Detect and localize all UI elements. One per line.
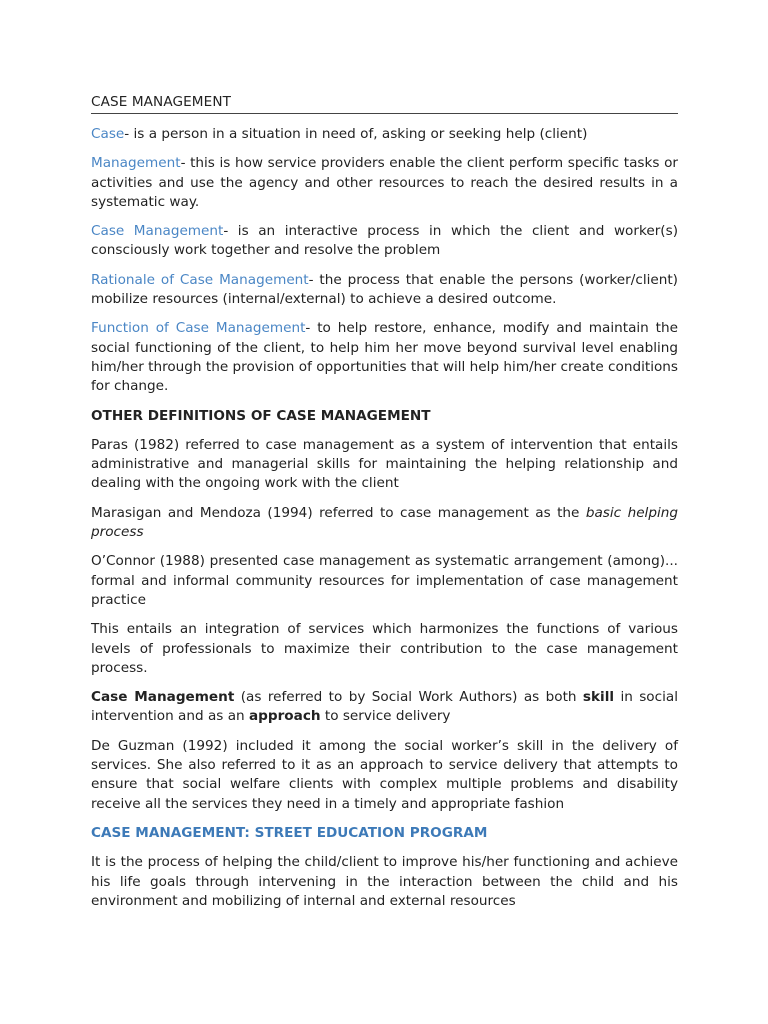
definition-text: - to help restore, enhance, modify and maintain the social functioning of the client, to help him her move beyond survival level enabling him/her through the provision of opportunities that will help him/her create conditions for change. <box>91 320 678 395</box>
paragraph-street-education: It is the process of helping the child/client to improve his/her functioning and achieve his life goals through intervening in the interaction between the child and his environment and mobilizing of internal and external resources <box>91 854 678 909</box>
definition-term: Management <box>91 155 181 172</box>
paragraph-text: (as referred to by Social Work Authors) as both <box>234 689 583 706</box>
definition-text: - is a person in a situation in need of, asking or seeking help (client) <box>124 126 588 142</box>
definition-text: - the process that enable the persons (worker/client) mobilize resources (internal/external) to achieve a desired outcome. <box>91 271 678 308</box>
definition-term: Function of Case Management <box>91 320 306 337</box>
paragraph-text: Marasigan and Mendoza (1994) referred to case management as the <box>91 504 586 521</box>
other-definitions-heading: OTHER DEFINITIONS OF CASE MANAGEMENT <box>91 407 431 424</box>
definition-term: Case <box>91 126 125 142</box>
definition-case <box>91 125 678 144</box>
document-title: CASE MANAGEMENT <box>91 94 678 114</box>
bold-text: Case Management <box>91 689 235 706</box>
definition-text: - is an interactive process in which the client and worker(s) consciously work together and resolve the problem <box>91 223 678 259</box>
definition-text: - this is how service providers enable the client perform specific tasks or activities and use the agency and other resources to reach the desired results in a systematic way. <box>91 155 678 210</box>
bold-text: skill <box>582 689 615 706</box>
paragraph-skill-approach <box>91 688 678 727</box>
definition-term: Rationale of Case Management <box>91 271 309 288</box>
definition-function <box>91 319 678 396</box>
definition-rationale <box>91 271 678 310</box>
definition-case-management <box>91 222 678 261</box>
bold-text: approach <box>248 708 321 725</box>
street-education-heading: CASE MANAGEMENT: STREET EDUCATION PROGRAM <box>91 824 488 841</box>
paragraph-integration: This entails an integration of services which harmonizes the functions of various levels of professionals to maximize their contribution to the case management process. <box>91 621 678 676</box>
paragraph-marasigan <box>91 504 678 543</box>
paragraph-oconnor: O’Connor (1988) presented case management as systematic arrangement (among)... formal and informal community resources for implementation of case management practice <box>91 553 678 608</box>
paragraph-text: in social intervention and as an <box>91 689 678 725</box>
emphasis-text: basic helping process <box>91 504 678 541</box>
definition-term: Case Management <box>91 223 224 240</box>
paragraph-paras: Paras (1982) referred to case management as a system of intervention that entails administrative and managerial skills for maintaining the helping relationship and dealing with the ongoing work with the client <box>91 436 678 492</box>
paragraph-de-guzman: De Guzman (1992) included it among the social worker’s skill in the delivery of services. She also referred to it as an approach to service delivery that attempts to ensure that social welfare clients with complex multiple problems and disability receive all the services they need in a timely and appropriate fashion <box>91 737 678 812</box>
definition-management <box>91 154 678 212</box>
paragraph-text: to service delivery <box>320 708 451 725</box>
